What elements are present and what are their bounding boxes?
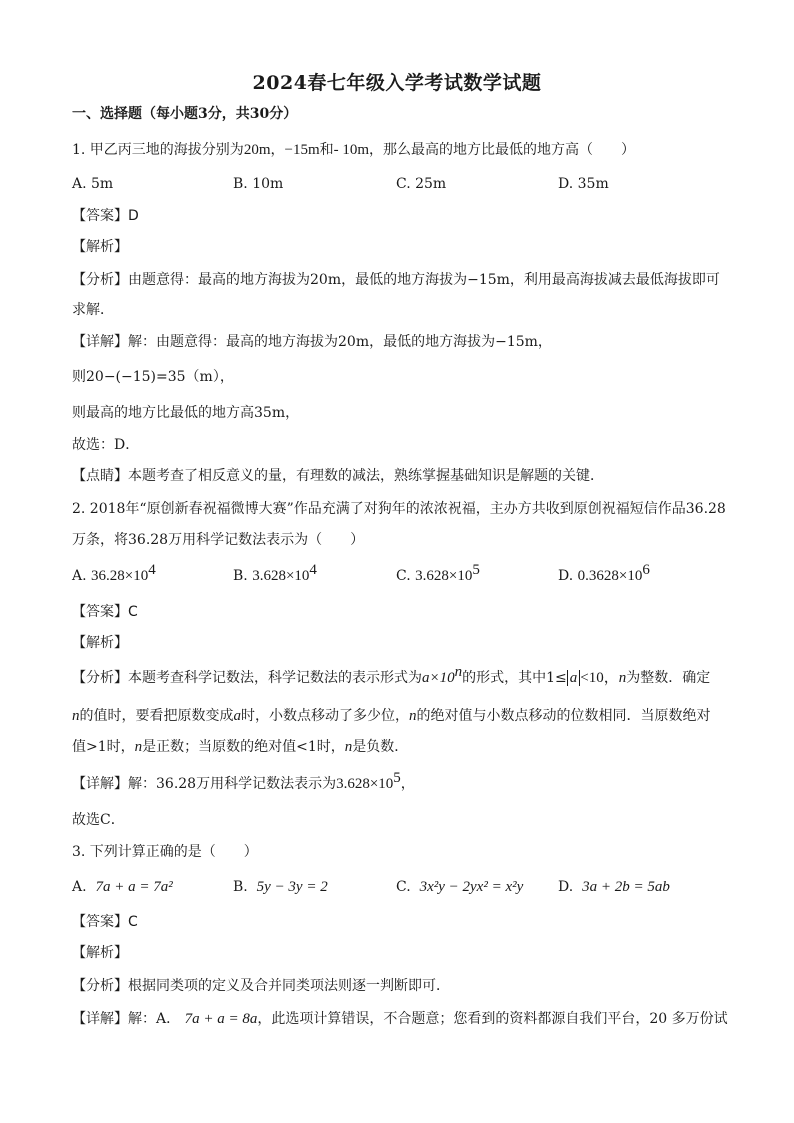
q2-fenxi-2a: n: [72, 708, 80, 724]
q1-stem-text: 1. 甲乙丙三地的海拔分别为: [72, 142, 244, 158]
question-2-stem-line-1: 2. 2018年“原创新春祝福微博大赛”作品充满了对狗年的浓浓祝福，主办方共收到原创祝福短信作品36.28: [72, 501, 726, 517]
q3-detail-text: 【详解】解：A．: [72, 1011, 181, 1027]
q2-fenxi-abs-a: a: [567, 670, 581, 686]
q2-fenxi-line-2: [72, 706, 711, 726]
q3-option-a: [72, 877, 173, 897]
q1-detail-line-1: 【详解】解：由题意得：最高的地方海拔为20m，最低的地方海拔为−15m，: [72, 334, 552, 350]
q2-option-d: [558, 562, 650, 586]
q3-detail-line: [72, 1009, 728, 1029]
q2-fenxi-2e: n: [409, 708, 417, 724]
q2-option-b-base: 3.628×10: [252, 568, 310, 584]
q3-option-c-expr: 3x²y − 2yx² = x²y: [419, 879, 524, 895]
q1-option-d: D. 35m: [558, 176, 609, 192]
q2-fenxi-3e: 是负数．: [352, 739, 409, 755]
q2-option-c-label: C.: [396, 568, 411, 584]
q2-option-a: [72, 562, 156, 586]
q2-fenxi-line-3: [72, 737, 408, 757]
q1-value-1: 20m: [243, 142, 271, 158]
q2-option-a-label: A.: [72, 568, 87, 584]
q2-fenxi-1f: <10，: [580, 670, 619, 686]
q2-fenxi-1h: 为整数．确定: [626, 670, 711, 686]
q1-fenxi-line-2: 求解．: [72, 302, 114, 318]
q3-option-c: [396, 877, 523, 897]
q2-option-b-label: B.: [233, 568, 248, 584]
q1-detail-line-4: 故选：D．: [72, 437, 140, 453]
q1-separator-2: 和: [319, 142, 334, 158]
q2-option-c: [396, 562, 480, 586]
q2-fenxi-3c: 是正数；当原数的绝对值<1时，: [142, 739, 345, 755]
q2-answer: 【答案】C: [72, 604, 138, 620]
q2-option-b: [233, 562, 317, 586]
q2-option-d-label: D.: [558, 568, 574, 584]
q1-separator-1: ，: [270, 142, 285, 158]
page-title: 2024春七年级入学考试数学试题: [252, 72, 542, 94]
q1-detail-line-2: 则20−(−15)=35（m），: [72, 369, 234, 385]
q2-fenxi-1c: n: [454, 664, 463, 680]
q3-option-d-expr: 3a + 2b = 5ab: [582, 879, 670, 895]
q2-option-d-exp: 6: [642, 562, 650, 578]
q3-detail-expr: 7a + a = 8a: [184, 1011, 258, 1027]
q2-fenxi-2d: 时，小数点移动了多少位，: [241, 708, 409, 724]
q1-value-3: - 10m: [333, 142, 370, 158]
q1-option-c: C. 25m: [396, 176, 447, 192]
q3-option-a-expr: 7a + a = 7a²: [95, 879, 173, 895]
q2-fenxi-3d: n: [344, 739, 353, 755]
question-1-stem: [72, 140, 635, 160]
q1-option-b: B. 10m: [233, 176, 284, 192]
q2-detail-exp: 5: [393, 770, 401, 786]
q2-conclusion: 故选C．: [72, 812, 125, 828]
q2-option-a-base: 36.28×10: [91, 568, 149, 584]
question-3-stem: 3. 下列计算正确的是（ ）: [72, 844, 258, 860]
q2-option-d-base: 0.3628×10: [577, 568, 643, 584]
q2-detail-text: 【详解】解：36.28万用科学记数法表示为: [72, 776, 337, 792]
q2-detail-end: ，: [400, 776, 415, 792]
q3-option-b: [233, 877, 328, 897]
q3-analysis-label: 【解析】: [72, 945, 128, 961]
q2-fenxi-3b: n: [134, 739, 143, 755]
q2-detail-base: 3.628×10: [336, 776, 394, 792]
q1-key-point: 【点睛】本题考查了相反意义的量，有理数的减法，熟练掌握基础知识是解题的关键．: [72, 468, 604, 484]
q3-answer: 【答案】C: [72, 914, 138, 930]
q3-option-d: [558, 877, 670, 897]
q2-fenxi-2b: 的值时，要看把原数变成: [79, 708, 234, 724]
q2-analysis-label: 【解析】: [72, 635, 128, 651]
q1-analysis-label: 【解析】: [72, 239, 128, 255]
q3-option-d-label: D.: [558, 879, 574, 895]
q2-option-c-base: 3.628×10: [415, 568, 473, 584]
q1-value-2: −15m: [284, 142, 320, 158]
q1-option-a: A. 5m: [72, 176, 114, 192]
q2-option-a-exp: 4: [148, 562, 156, 578]
q2-fenxi-2f: 的绝对值与小数点移动的位数相同．当原数绝对: [416, 708, 711, 724]
q3-option-a-label: A.: [72, 879, 87, 895]
q3-detail-rest: ，此选项计算错误，不合题意；您看到的资料都源自我们平台，20 多万份试: [257, 1011, 728, 1027]
q1-stem-end: ，那么最高的地方比最低的地方高（ ）: [369, 142, 636, 158]
q2-fenxi-line-1: [72, 664, 711, 688]
q3-fenxi: 【分析】根据同类项的定义及合并同类项法则逐一判断即可．: [72, 978, 450, 994]
q2-fenxi-2c: a: [233, 708, 241, 724]
q1-detail-line-3: 则最高的地方比最低的地方高35m，: [72, 405, 300, 421]
section-heading: 一、选择题（每小题3分，共30分）: [72, 106, 298, 122]
q1-answer: 【答案】D: [72, 208, 139, 224]
q3-option-b-label: B.: [233, 879, 248, 895]
q2-fenxi-1d: 的形式，其中1≤: [462, 670, 567, 686]
q2-option-b-exp: 4: [309, 562, 317, 578]
q2-fenxi-1g: n: [618, 670, 627, 686]
q2-fenxi-1b: a×10: [422, 670, 455, 686]
question-2-stem-line-2: 万条，将36.28万用科学记数法表示为（ ）: [72, 532, 365, 548]
q2-option-c-exp: 5: [472, 562, 480, 578]
q1-fenxi-line-1: 【分析】由题意得：最高的地方海拔为20m，最低的地方海拔为−15m，利用最高海拔减去最低海拔即可: [72, 272, 720, 288]
q2-detail-line: [72, 770, 415, 794]
q2-fenxi-1a: 【分析】本题考查科学记数法，科学记数法的表示形式为: [72, 670, 422, 686]
q2-fenxi-3a: 值>1时，: [72, 739, 135, 755]
q3-option-c-label: C.: [396, 879, 411, 895]
q3-option-b-expr: 5y − 3y = 2: [256, 879, 328, 895]
